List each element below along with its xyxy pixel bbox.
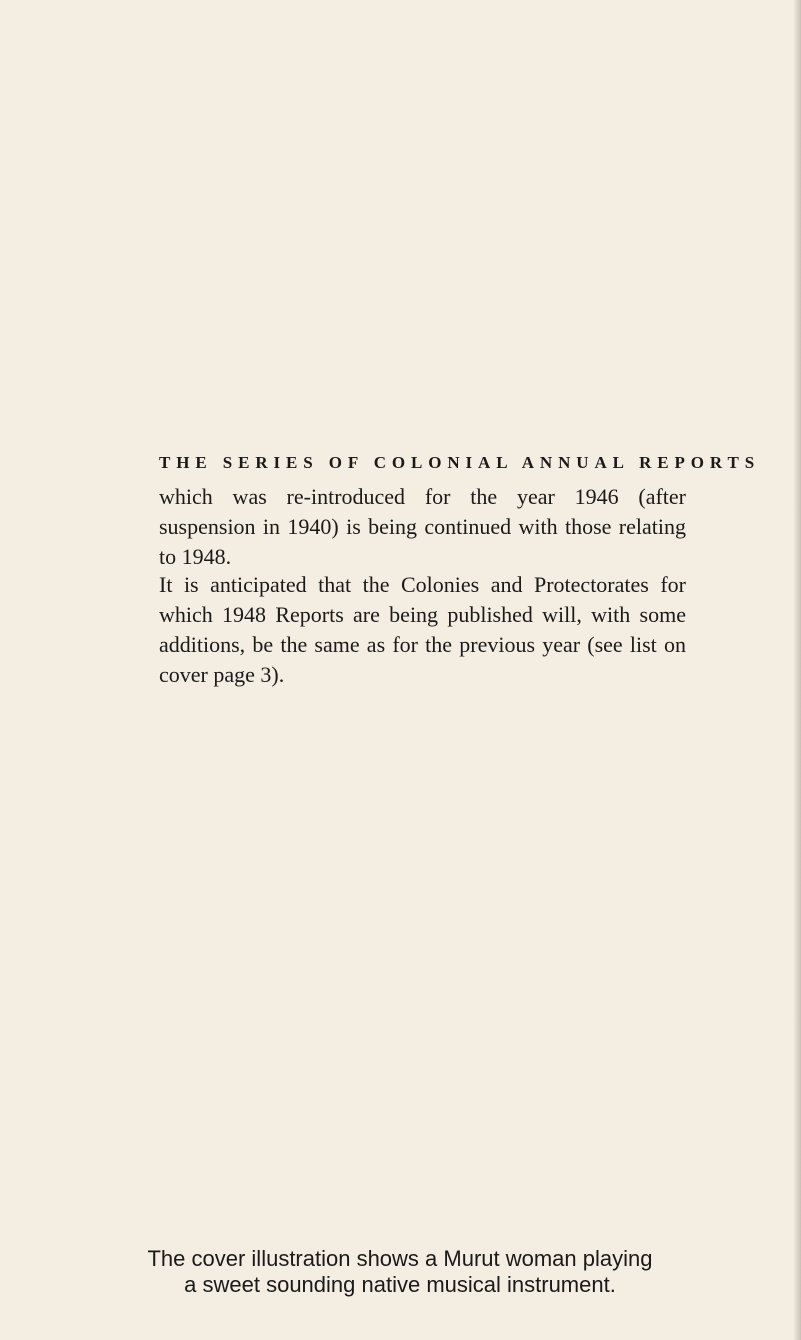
caption-line-1: The cover illustration shows a Murut woman playing: [147, 1246, 653, 1271]
intro-paragraph: which was re-introduced for the year 1946 (after suspension in 1940) is being continued with those relating to 1948.: [159, 484, 686, 569]
series-heading: THE SERIES OF COLONIAL ANNUAL REPORTS: [159, 453, 761, 472]
anticipation-paragraph: It is anticipated that the Colonies and Protectorates for which 1948 Reports are being published will, with some additions, be the same as for the previous year (see list on cover page 3).: [159, 572, 686, 687]
page-edge-shadow: [793, 0, 801, 1340]
cover-illustration-caption: [100, 1246, 700, 1298]
caption-line-2: a sweet sounding native musical instrument.: [184, 1272, 616, 1297]
